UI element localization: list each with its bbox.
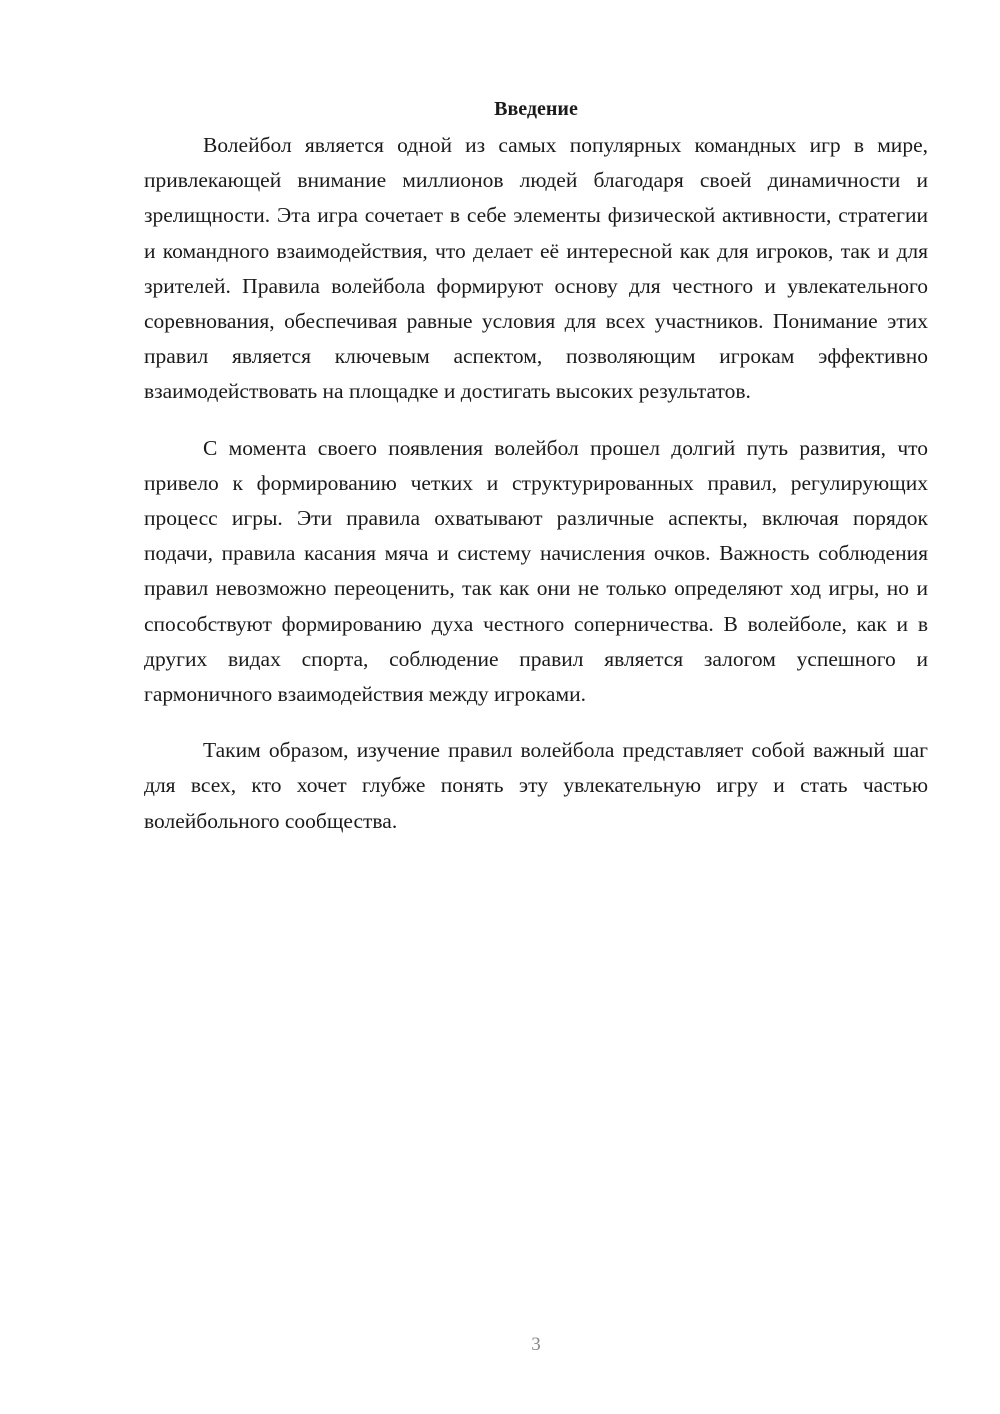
page-number: 3 (531, 1334, 541, 1355)
page-content (144, 92, 928, 839)
paragraph-history: С момента своего появления волейбол прошел долгий путь развития, что привело к формированию четких и структурированных правил, регулирующих процесс игры. Эти правила охватывают различные аспекты, включая порядок подачи, правила касания мяча и систему начисления очков. Важность соблюдения правил невозможно переоценить, так как они не только определяют ход игры, но и способствуют формированию духа честного соперничества. В волейболе, как и в других видах спорта, соблюдение правил является залогом успешного и гармоничного взаимодействия между игроками. (144, 435, 928, 707)
paragraph-intro: Волейбол является одной из самых популярных командных игр в мире, привлекающей внимание миллионов людей благодаря своей динамичности и зрелищности. Эта игра сочетает в себе элементы физической активности, стратегии и командного взаимодействия, что делает её интересной как для игроков, так и для зрителей. Правила волейбола формируют основу для честного и увлекательного соревнования, обеспечивая равные условия для всех участников. Понимание этих правил является ключевым аспектом, позволяющим игрокам эффективно взаимодействовать на площадке и достигать высоких результатов. (144, 133, 928, 404)
section-title: Введение (494, 98, 578, 120)
paragraph-conclusion: Таким образом, изучение правил волейбола представляет собой важный шаг для всех, кто хочет глубже понять эту увлекательную игру и стать частью волейбольного сообщества. (144, 738, 928, 833)
